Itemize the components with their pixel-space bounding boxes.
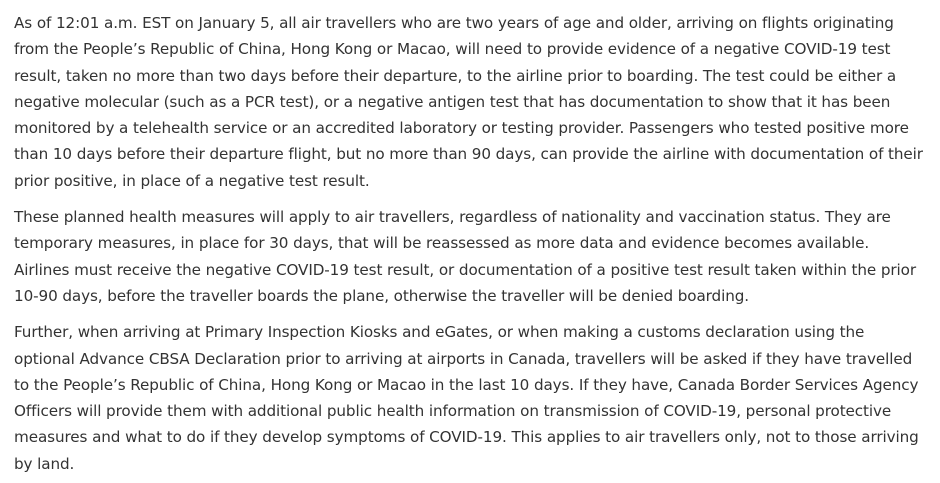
paragraph-testing-requirement: As of 12:01 a.m. EST on January 5, all air travellers who are two years of age and older, arriving on flights originating from the People’s Republic of China, Hong Kong or Macao, will need to provide evidence of a negative COVID-19 test result, taken no more than two days before their departure, to the airline prior to boarding. The test could be either a negative molecular (such as a PCR test), or a negative antigen test that has documentation to show that it has been monitored by a telehealth service or an accredited laboratory or testing provider. Passengers who tested positive more than 10 days before their departure flight, but no more than 90 days, can provide the airline with documentation of their prior positive, in place of a negative test result. [14,14,923,190]
paragraph-border-information: Further, when arriving at Primary Inspection Kiosks and eGates, or when making a customs declaration using the optional Advance CBSA Declaration prior to arriving at airports in Canada, travellers will be asked if they have travelled to the People’s Republic of China, Hong Kong or Macao in the last 10 days. If they have, Canada Border Services Agency Officers will provide them with additional public health information on transmission of COVID-19, personal protective measures and what to do if they develop symptoms of COVID-19. This applies to air travellers only, not to those arriving by land. [14,323,919,473]
paragraph-measures-scope: These planned health measures will apply to air travellers, regardless of nationality and vaccination status. They are temporary measures, in place for 30 days, that will be reassessed as more data and evidence becomes available. Airlines must receive the negative COVID-19 test result, or documentation of a positive test result taken within the prior 10-90 days, before the traveller boards the plane, otherwise the traveller will be denied boarding. [14,208,916,305]
